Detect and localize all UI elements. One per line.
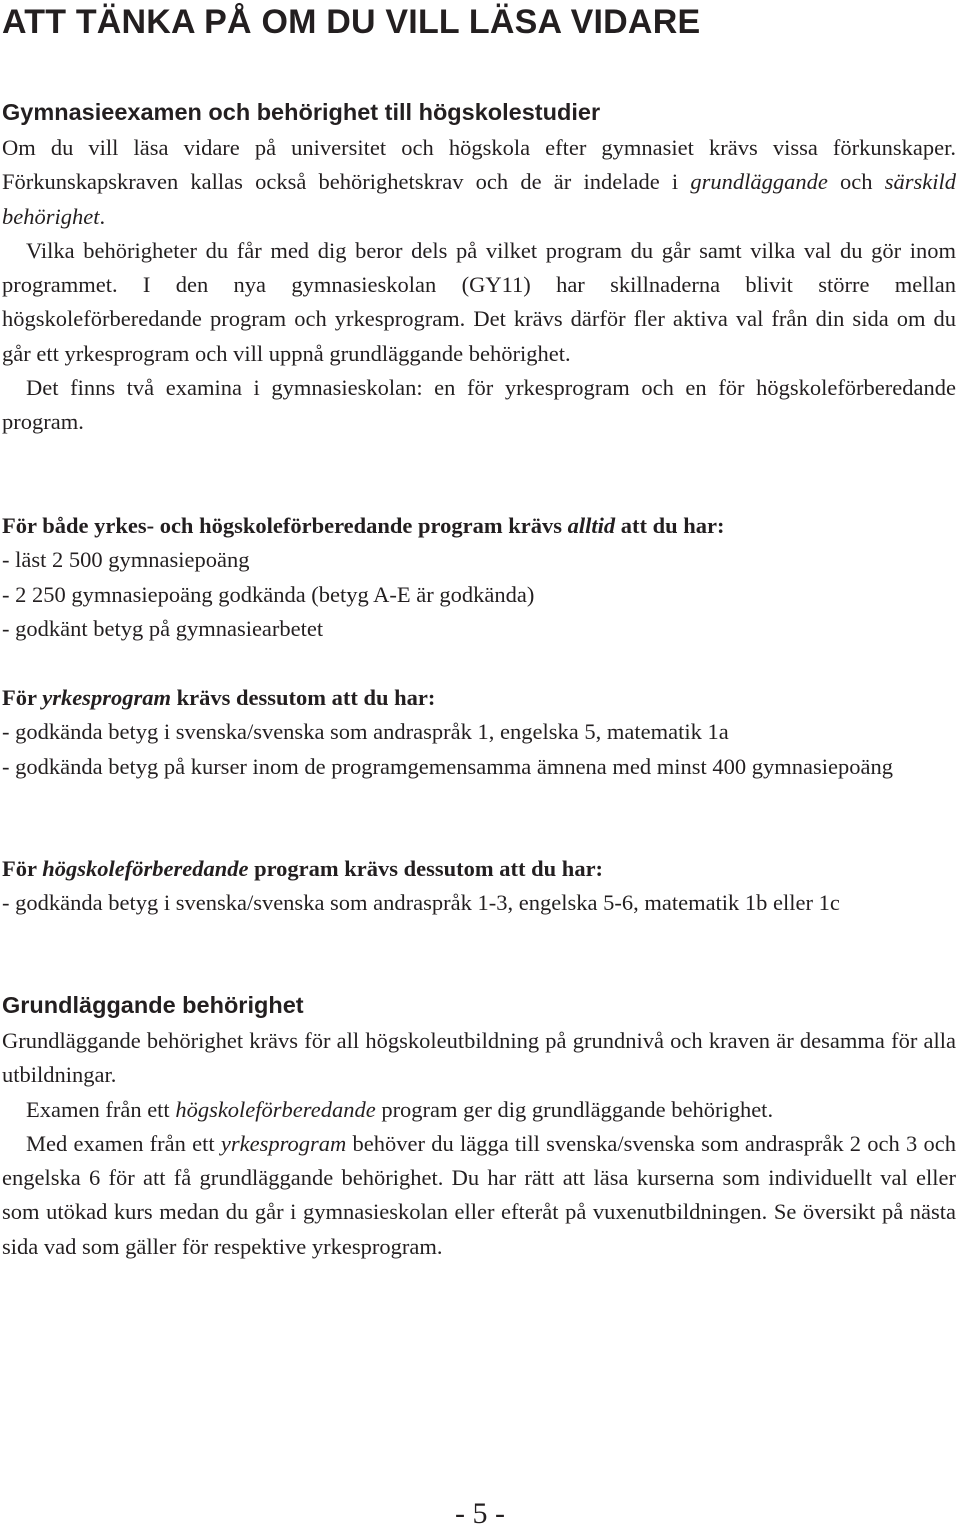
paragraph-grundlaggande-krav: Grundläggande behörighet krävs för all högskoleutbildning på grundnivå och kraven är desamma för alla utbildningar.: [2, 1028, 956, 1088]
page-title: ATT TÄNKA PÅ OM DU VILL LÄSA VIDARE: [2, 3, 701, 41]
section-bada-program: [2, 509, 956, 646]
heading-grundlaggande-behorighet: Grundläggande behörighet: [2, 992, 304, 1018]
list-item: - godkända betyg på kurser inom de programgemensamma ämnena med minst 400 gymnasiepoäng: [2, 753, 894, 779]
list-item: - godkända betyg i svenska/svenska som andraspråk 1, engelska 5, matematik 1a: [2, 719, 729, 745]
heading-hogskoleforberedande: För högskoleförberedande program krävs dessutom att du har:: [2, 856, 604, 881]
paragraph-behorigheter: Vilka behörigheter du får med dig beror dels på vilket program du går samt vilka val du gör inom programmet. I den nya gymnasieskolan (GY11) har skillnaderna blivit större mellan högskoleförberedande program och yrkesprogram. Det krävs därför fler aktiva val från din sida om du går ett yrkesprogram och vill uppnå grundläggande behörighet.: [2, 237, 956, 366]
heading-yrkesprogram: För yrkesprogram krävs dessutom att du har:: [2, 685, 436, 710]
heading-gymnasieexamen: Gymnasieexamen och behörighet till högskolestudier: [2, 99, 601, 125]
section-yrkesprogram: [2, 681, 956, 784]
list-item: - godkänt betyg på gymnasiearbetet: [2, 615, 324, 641]
section-gymnasieexamen-body: [2, 131, 956, 440]
paragraph-examina: Det finns två examina i gymnasieskolan: en för yrkesprogram och en för högskoleförberedande program.: [2, 375, 956, 435]
page-number: - 5 -: [455, 1497, 505, 1530]
heading-bada-program: För både yrkes- och högskoleförberedande program krävs alltid att du har:: [2, 513, 725, 538]
paragraph-examen-yrkesprogram: Med examen från ett yrkesprogram behöver du lägga till svenska/svenska som andraspråk 2 och 3 och engelska 6 för att få grundläggande behörighet. Du har rätt att läsa kurserna som individuellt val eller som utökad kurs medan du går i gymnasieskolan eller efteråt på vuxenutbildningen. Se översikt på nästa sida vad som gäller för respektive yrkesprogram.: [2, 1130, 956, 1259]
list-item: - godkända betyg i svenska/svenska som andraspråk 1-3, engelska 5-6, matematik 1b eller 1c: [2, 890, 840, 916]
paragraph-forkunskaper: Om du vill läsa vidare på universitet och högskola efter gymnasiet krävs vissa förkunskaper. Förkunskapskraven kallas också behörighetskrav och de är indelade i grundläggande och särskild behörighet.: [2, 135, 956, 229]
section-hogskoleforberedande: [2, 852, 956, 921]
paragraph-examen-hogskoleforberedande: Examen från ett högskoleförberedande program ger dig grundläggande behörighet.: [26, 1096, 774, 1122]
list-item: - läst 2 500 gymnasiepoäng: [2, 547, 250, 573]
list-item: - 2 250 gymnasiepoäng godkända (betyg A-E är godkända): [2, 581, 535, 607]
section-grundlaggande-body: [2, 1024, 956, 1264]
